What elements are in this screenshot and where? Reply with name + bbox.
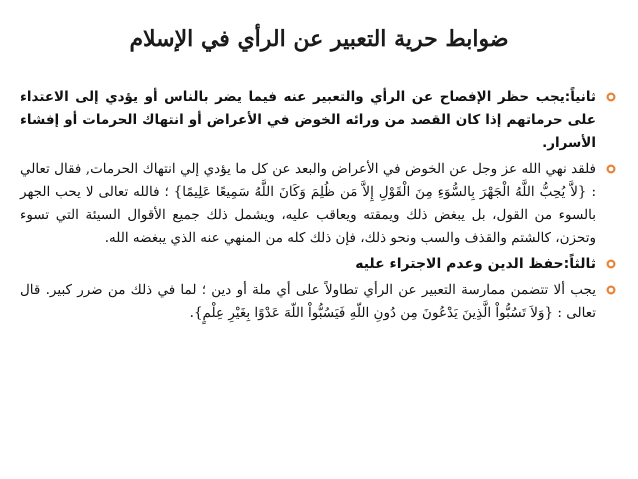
slide-content [20, 86, 616, 328]
paragraph-text: ثانياً:يجب حظر الإفصاح عن الرأي والتعبير عنه فيما يضر بالناس أو يؤدي إلى الاعتداء على حرماتهم إذا كان القصد من ورائه الخوض في الأعراض أو انتهاك الحرمات أو إفشاء الأسرار. [20, 89, 596, 151]
paragraph-religion-respect [20, 279, 616, 325]
slide-title: ضوابط حرية التعبير عن الرأي في الإسلام [129, 26, 509, 52]
ring-bullet-icon [606, 92, 616, 102]
paragraph-text: ثالثاً:حفظ الدين وعدم الاجتراء عليه [355, 256, 596, 272]
paragraph-text: يجب ألا تتضمن ممارسة التعبير عن الرأي تطاولاً على أي ملة أو دين ؛ لما في ذلك من ضرر كبير. قال تعالى : {وَلاَ تَسُبُّواْ الَّذِينَ يَدْعُونَ مِن دُونِ اللّهِ فَيَسُبُّواْ اللّهَ عَدْوًا بِغَيْرِ عِلْمٍ}. [20, 282, 596, 321]
paragraph-third-rule-heading [20, 253, 616, 276]
ring-bullet-icon [606, 285, 616, 295]
paragraph-quran-evidence [20, 158, 616, 250]
paragraph-text: فلقد نهي الله عز وجل عن الخوض في الأعراض والبعد عن كل ما يؤدي إلي انتهاك الحرمات, فقال تعالي : {لاَّ يُحِبُّ اللَّهُ الْجَهْرَ بِالسُّوَءِ مِنَ الْقَوْلِ إِلاَّ مَن ظُلِمَ وَكَانَ اللَّهُ سَمِيعًا عَلِيمًا} ؛ فالله تعالى لا يحب الجهر بالسوء من القول، بل يبغض ذلك ويمقته ويعاقب عليه، ويشمل ذلك جميع الأقوال السيئة التي تسوء وتحزن، كالشتم والقذف والسب ونحو ذلك، فإن ذلك كله من المنهي عنه الذي يبغضه الله. [20, 161, 596, 246]
ring-bullet-icon [606, 164, 616, 174]
paragraph-second-rule [20, 86, 616, 155]
ring-bullet-icon [606, 259, 616, 269]
